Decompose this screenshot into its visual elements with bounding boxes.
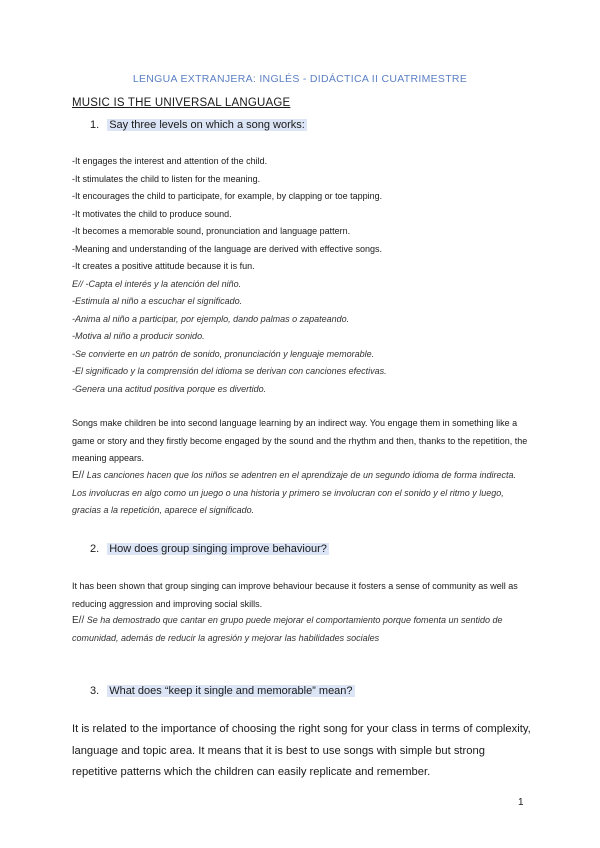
question-3 xyxy=(90,685,355,697)
list-item: E// -Capta el interés y la atención del niño. xyxy=(72,278,242,289)
question-3-number: 3. xyxy=(90,685,100,697)
list-item: -El significado y la comprensión del idioma se derivan con canciones efectivas. xyxy=(72,366,387,376)
list-item: -It stimulates the child to listen for the meaning. xyxy=(72,173,261,184)
list-item: -It engages the interest and attention of the child. xyxy=(72,156,268,166)
list-item: -Anima al niño a participar, por ejemplo, dando palmas o zapateando. xyxy=(72,313,350,324)
question-1-text: Say three levels on which a song works: xyxy=(109,119,305,131)
list-item: -Meaning and understanding of the language are derived with effective songs. xyxy=(72,243,383,254)
list-item: -It encourages the child to participate, for example, by clapping or toe tapping. xyxy=(72,191,383,201)
translation-text: Las canciones hacen que los niños se adentren en el aprendizaje de un segundo idioma de forma indirecta. Los involucras en algo como un juego o una historia y primero se involucran con el sonido y el ritmo y luego, gracias a la repetición, aparece el significado. xyxy=(72,470,517,515)
answer-2-paragraph-english: It has been shown that group singing can improve behaviour because it fosters a sense of community as well as reducing aggression and improving social skills. xyxy=(72,581,518,609)
page-header: LENGUA EXTRANJERA: INGLÉS - DIDÁCTICA II CUATRIMESTRE xyxy=(132,73,468,85)
answer-3-paragraph-english: It is related to the importance of choosing the right song for your class in terms of complexity, language and topic area. It means that it is best to use songs with simple but strong repetitive patterns which the children can easily replicate and remember. xyxy=(72,723,531,778)
answer-2-paragraph-spanish xyxy=(72,612,532,647)
question-2-text: How does group singing improve behaviour? xyxy=(109,543,327,555)
question-2 xyxy=(90,543,329,555)
list-item: -Se convierte en un patrón de sonido, pronunciación y lenguaje memorable. xyxy=(72,348,375,359)
list-item: -Genera una actitud positiva porque es divertido. xyxy=(72,383,267,394)
list-item: -It motivates the child to produce sound. xyxy=(72,208,232,219)
answer-1-english-list xyxy=(72,153,532,398)
list-item: -Motiva al niño a producir sonido. xyxy=(72,331,205,341)
translation-prefix: E// xyxy=(72,470,85,481)
document-title: MUSIC IS THE UNIVERSAL LANGUAGE xyxy=(72,97,291,109)
list-item: -It becomes a memorable sound, pronunciation and language pattern. xyxy=(72,226,351,236)
answer-1-paragraph-english: Songs make children be into second language learning by an indirect way. You engage them in something like a game or story and they firstly become engaged by the sound and the rhythm and then, thanks to the repetition, the meaning appears. xyxy=(72,418,528,463)
question-1-number: 1. xyxy=(90,119,100,131)
question-1 xyxy=(90,119,307,131)
list-item: -Estimula al niño a escuchar el significado. xyxy=(72,296,243,306)
question-3-text: What does “keep it single and memorable” mean? xyxy=(109,685,353,697)
translation-text: Se ha demostrado que cantar en grupo puede mejorar el comportamiento porque fomenta un sentido de comunidad, además de reducir la agresión y mejorar las habilidades sociales xyxy=(72,615,503,643)
question-2-number: 2. xyxy=(90,543,100,555)
page-number: 1 xyxy=(518,797,524,808)
list-item: -It creates a positive attitude because it is fun. xyxy=(72,261,255,271)
translation-prefix: E// xyxy=(72,615,85,626)
answer-1-paragraph-spanish xyxy=(72,467,532,520)
